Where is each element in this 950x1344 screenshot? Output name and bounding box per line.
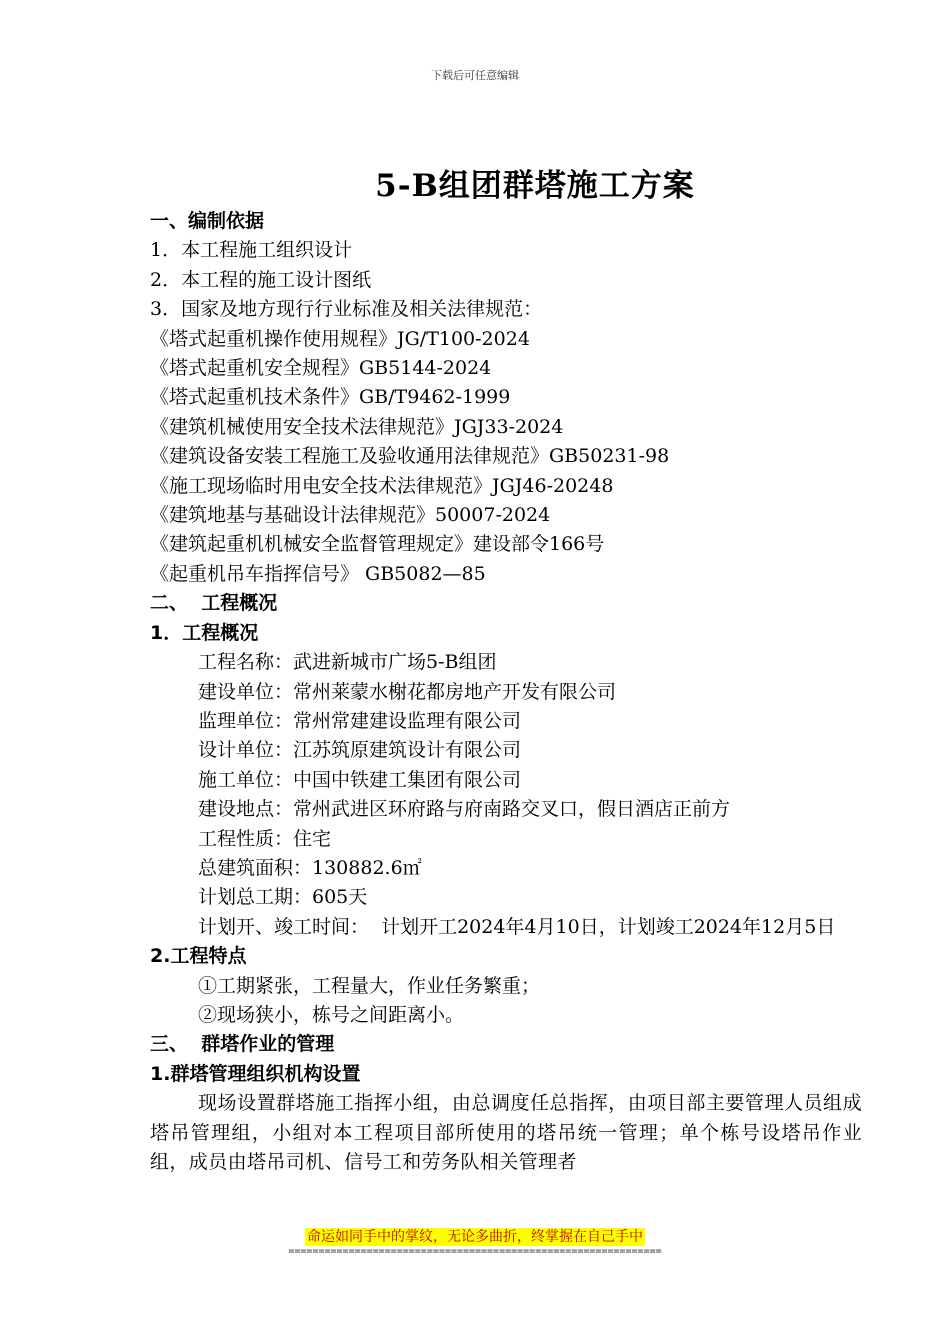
basis-item: 《塔式起重机技术条件》GB/T9462-1999 (150, 386, 511, 409)
document-body (150, 206, 862, 1177)
basis-item: 《起重机吊车指挥信号》 GB5082—85 (150, 562, 486, 585)
basis-item: 2．本工程的施工设计图纸 (150, 268, 372, 291)
footer-slogan-text: 命运如同手中的掌纹，无论多曲折，终掌握在自己手中 (307, 1229, 643, 1245)
project-info-line: 工程性质：住宅 (198, 827, 332, 850)
subheading-organization: 1.群塔管理组织机构设置 (150, 1062, 361, 1085)
document-title: 5-B组团群塔施工方案 (375, 168, 695, 204)
project-info-line: 建设单位：常州莱蒙水榭花都房地产开发有限公司 (198, 680, 617, 703)
project-info-line: 监理单位：常州常建建设监理有限公司 (198, 709, 522, 732)
basis-item: 1．本工程施工组织设计 (150, 239, 353, 262)
project-info-line: 计划总工期：605天 (198, 886, 368, 909)
project-schedule: 计划开、竣工时间： 计划开工2024年4月10日，计划竣工2024年12月5日 (198, 915, 836, 938)
header-note: 下载后可任意编辑 (431, 69, 519, 82)
basis-item: 《建筑地基与基础设计法律规范》50007-2024 (150, 504, 551, 527)
basis-item: 《塔式起重机操作使用规程》JG/T100-2024 (150, 327, 530, 350)
basis-item: 《塔式起重机安全规程》GB5144-2024 (150, 357, 492, 380)
basis-item: 《施工现场临时用电安全技术法律规范》JGJ46-20248 (150, 474, 614, 497)
basis-item: 《建筑起重机机械安全监督管理规定》建设部令166号 (150, 533, 605, 556)
basis-item: 《建筑机械使用安全技术法律规范》JGJ33-2024 (150, 415, 564, 438)
footer-slogan (0, 1226, 950, 1246)
section-heading-overview: 二、 工程概况 (150, 592, 278, 615)
subheading-features: 2.工程特点 (150, 945, 247, 968)
project-info-line: 施工单位：中国中铁建工集团有限公司 (198, 768, 522, 791)
project-info-line: 总建筑面积：130882.6㎡ (198, 856, 422, 879)
feature-item: ②现场狭小，栋号之间距离小。 (198, 1003, 465, 1026)
subheading-overview: 1．工程概况 (150, 621, 259, 644)
project-info-line: 建设地点：常州武进区环府路与府南路交叉口，假日酒店正前方 (198, 798, 731, 821)
section-heading-basis: 一、编制依据 (150, 210, 265, 232)
feature-item: ①工期紧张，工程量大，作业任务繁重； (198, 974, 541, 997)
footer-rule: ============================================================== (288, 1246, 662, 1257)
project-info-line: 设计单位：江苏筑原建筑设计有限公司 (198, 739, 522, 762)
organization-paragraph: 现场设置群塔施工指挥小组，由总调度任总指挥，由项目部主要管理人员组成塔吊管理组，小组对本工程项目部所使用的塔吊统一管理；单个栋号设塔吊作业组，成员由塔吊司机、信号工和劳务队相关管理者 (150, 1092, 862, 1173)
basis-item: 《建筑设备安装工程施工及验收通用法律规范》GB50231-98 (150, 445, 670, 468)
basis-item: 3．国家及地方现行行业标准及相关法律规范： (150, 298, 543, 321)
section-heading-management: 三、 群塔作业的管理 (150, 1033, 335, 1056)
project-info-line: 工程名称：武进新城市广场5-B组团 (198, 651, 497, 674)
